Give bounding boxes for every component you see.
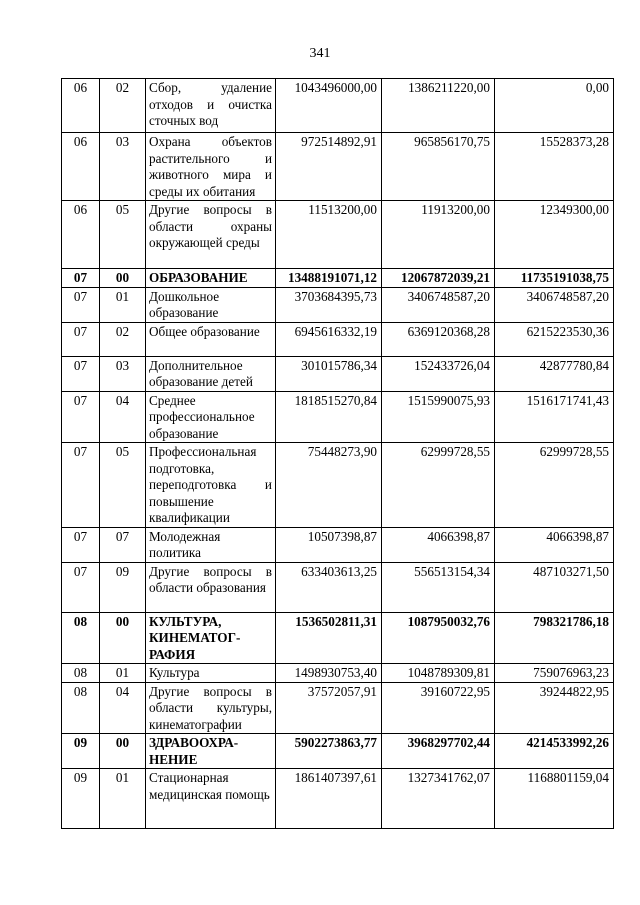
amount-year3-cell: 11735191038,75	[495, 269, 614, 288]
subsection-code-cell: 02	[100, 79, 146, 133]
amount-year1-cell: 10507398,87	[276, 527, 382, 562]
subsection-code-cell: 01	[100, 287, 146, 322]
section-code-cell: 09	[62, 734, 100, 769]
table-row	[62, 356, 614, 391]
amount-year1-cell: 1536502811,31	[276, 612, 382, 664]
table-row	[62, 133, 614, 201]
table-row	[62, 201, 614, 269]
item-name-cell: Общее образование	[146, 322, 276, 356]
table-row	[62, 322, 614, 356]
amount-year1-cell: 75448273,90	[276, 443, 382, 528]
section-code-cell: 07	[62, 391, 100, 443]
amount-year3-cell: 0,00	[495, 79, 614, 133]
amount-year1-cell: 3703684395,73	[276, 287, 382, 322]
section-code-cell: 07	[62, 322, 100, 356]
item-name-cell: Молодежная политика	[146, 527, 276, 562]
amount-year2-cell: 4066398,87	[382, 527, 495, 562]
amount-year2-cell: 152433726,04	[382, 356, 495, 391]
item-name-cell: Дошкольное образование	[146, 287, 276, 322]
amount-year2-cell: 39160722,95	[382, 682, 495, 734]
item-name-cell: Другие вопросы в области культуры, кинематографии	[146, 682, 276, 734]
item-name-cell: Стационарная медицинская помощь	[146, 769, 276, 829]
item-name-cell: ОБРАЗОВАНИЕ	[146, 269, 276, 288]
amount-year3-cell: 62999728,55	[495, 443, 614, 528]
amount-year2-cell: 1327341762,07	[382, 769, 495, 829]
item-name-cell: Культура	[146, 664, 276, 683]
section-code-cell: 07	[62, 527, 100, 562]
table-row	[62, 682, 614, 734]
section-code-cell: 06	[62, 79, 100, 133]
table-row	[62, 612, 614, 664]
subsection-code-cell: 04	[100, 682, 146, 734]
item-name-cell: Профессиональная подготовка, переподготовка и повышение квалификации	[146, 443, 276, 528]
amount-year2-cell: 3406748587,20	[382, 287, 495, 322]
table-row	[62, 391, 614, 443]
table-row	[62, 664, 614, 683]
amount-year1-cell: 37572057,91	[276, 682, 382, 734]
table-row	[62, 734, 614, 769]
amount-year2-cell: 1048789309,81	[382, 664, 495, 683]
amount-year2-cell: 3968297702,44	[382, 734, 495, 769]
amount-year3-cell: 1168801159,04	[495, 769, 614, 829]
page-number: 341	[309, 46, 331, 61]
amount-year3-cell: 759076963,23	[495, 664, 614, 683]
section-code-cell: 07	[62, 356, 100, 391]
amount-year1-cell: 1818515270,84	[276, 391, 382, 443]
subsection-code-cell: 01	[100, 664, 146, 683]
section-code-cell: 07	[62, 269, 100, 288]
table-row	[62, 79, 614, 133]
amount-year3-cell: 42877780,84	[495, 356, 614, 391]
amount-year1-cell: 633403613,25	[276, 562, 382, 612]
subsection-code-cell: 03	[100, 356, 146, 391]
amount-year2-cell: 11913200,00	[382, 201, 495, 269]
amount-year2-cell: 6369120368,28	[382, 322, 495, 356]
section-code-cell: 07	[62, 287, 100, 322]
item-name-cell: Сбор, удаление отходов и очистка сточных вод	[146, 79, 276, 133]
amount-year2-cell: 1386211220,00	[382, 79, 495, 133]
subsection-code-cell: 00	[100, 612, 146, 664]
amount-year2-cell: 965856170,75	[382, 133, 495, 201]
item-name-cell: Дополнительное образование детей	[146, 356, 276, 391]
subsection-code-cell: 04	[100, 391, 146, 443]
table-row	[62, 269, 614, 288]
amount-year1-cell: 972514892,91	[276, 133, 382, 201]
amount-year3-cell: 39244822,95	[495, 682, 614, 734]
budget-table-body	[62, 79, 614, 829]
amount-year1-cell: 1861407397,61	[276, 769, 382, 829]
subsection-code-cell: 05	[100, 201, 146, 269]
item-name-cell: Другие вопросы в области охраны окружающей среды	[146, 201, 276, 269]
subsection-code-cell: 00	[100, 269, 146, 288]
table-row	[62, 562, 614, 612]
amount-year3-cell: 798321786,18	[495, 612, 614, 664]
subsection-code-cell: 02	[100, 322, 146, 356]
item-name-cell: Охрана объектов растительного и животного мира и среды их обитания	[146, 133, 276, 201]
table-row	[62, 287, 614, 322]
section-code-cell: 08	[62, 612, 100, 664]
amount-year1-cell: 5902273863,77	[276, 734, 382, 769]
amount-year1-cell: 6945616332,19	[276, 322, 382, 356]
amount-year3-cell: 15528373,28	[495, 133, 614, 201]
amount-year3-cell: 3406748587,20	[495, 287, 614, 322]
amount-year1-cell: 13488191071,12	[276, 269, 382, 288]
amount-year3-cell: 487103271,50	[495, 562, 614, 612]
section-code-cell: 07	[62, 443, 100, 528]
table-row	[62, 443, 614, 528]
amount-year3-cell: 4066398,87	[495, 527, 614, 562]
amount-year1-cell: 1043496000,00	[276, 79, 382, 133]
amount-year2-cell: 556513154,34	[382, 562, 495, 612]
amount-year1-cell: 1498930753,40	[276, 664, 382, 683]
section-code-cell: 06	[62, 201, 100, 269]
section-code-cell: 06	[62, 133, 100, 201]
section-code-cell: 08	[62, 682, 100, 734]
subsection-code-cell: 07	[100, 527, 146, 562]
amount-year3-cell: 6215223530,36	[495, 322, 614, 356]
section-code-cell: 07	[62, 562, 100, 612]
item-name-cell: Среднее профессиональное образование	[146, 391, 276, 443]
item-name-cell: Другие вопросы в области образования	[146, 562, 276, 612]
amount-year2-cell: 12067872039,21	[382, 269, 495, 288]
amount-year2-cell: 62999728,55	[382, 443, 495, 528]
amount-year2-cell: 1087950032,76	[382, 612, 495, 664]
amount-year3-cell: 12349300,00	[495, 201, 614, 269]
budget-table	[61, 78, 614, 829]
section-code-cell: 09	[62, 769, 100, 829]
subsection-code-cell: 03	[100, 133, 146, 201]
subsection-code-cell: 01	[100, 769, 146, 829]
amount-year3-cell: 1516171741,43	[495, 391, 614, 443]
subsection-code-cell: 00	[100, 734, 146, 769]
table-row	[62, 527, 614, 562]
item-name-cell: ЗДРАВООХРА-НЕНИЕ	[146, 734, 276, 769]
subsection-code-cell: 09	[100, 562, 146, 612]
amount-year1-cell: 11513200,00	[276, 201, 382, 269]
amount-year3-cell: 4214533992,26	[495, 734, 614, 769]
table-row	[62, 769, 614, 829]
amount-year1-cell: 301015786,34	[276, 356, 382, 391]
subsection-code-cell: 05	[100, 443, 146, 528]
section-code-cell: 08	[62, 664, 100, 683]
item-name-cell: КУЛЬТУРА, КИНЕМАТОГ-РАФИЯ	[146, 612, 276, 664]
amount-year2-cell: 1515990075,93	[382, 391, 495, 443]
